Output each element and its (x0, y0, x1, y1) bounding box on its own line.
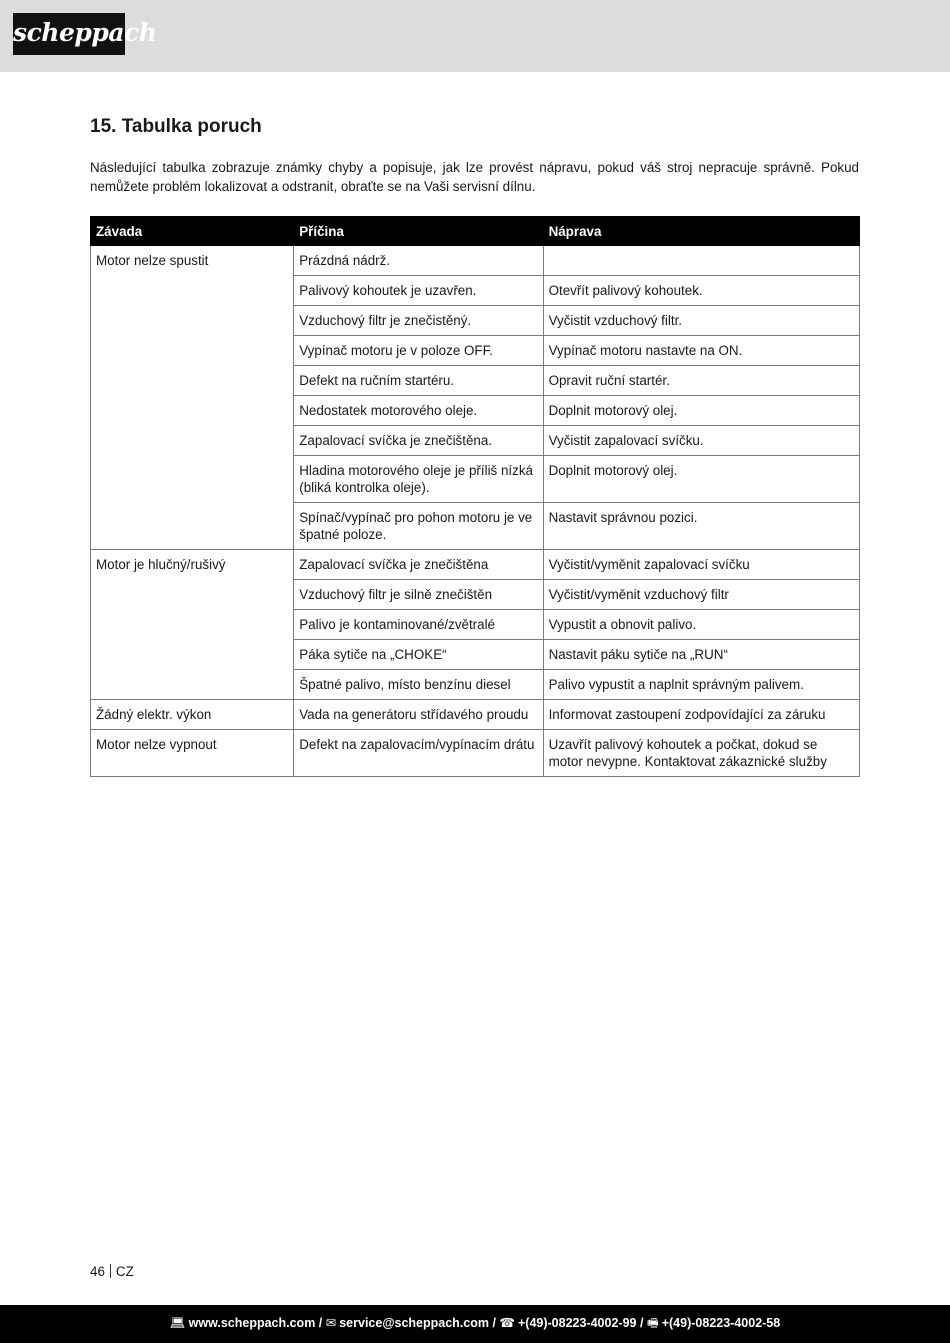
cause-cell: Spínač/vypínač pro pohon motoru je ve špatné poloze. (294, 503, 543, 550)
cause-cell: Nedostatek motorového oleje. (294, 396, 543, 426)
fault-cell: Žádný elektr. výkon (91, 700, 294, 730)
cause-cell: Zapalovací svíčka je znečištěna. (294, 426, 543, 456)
footer-email[interactable]: service@scheppach.com (339, 1316, 489, 1330)
page-number-value: 46 (90, 1264, 105, 1279)
page-number (90, 1264, 134, 1279)
cause-cell: Vzduchový filtr je znečistěný. (294, 306, 543, 336)
table-header-row (91, 217, 860, 246)
cause-cell: Prázdná nádrž. (294, 246, 543, 276)
remedy-cell: Vyčistit zapalovací svíčku. (543, 426, 859, 456)
cause-cell: Vada na generátoru střídavého proudu (294, 700, 543, 730)
remedy-cell: Nastavit páku sytiče na „RUN“ (543, 640, 859, 670)
footer-phone: +(49)-08223-4002-99 (517, 1316, 637, 1330)
cause-cell: Vypínač motoru je v poloze OFF. (294, 336, 543, 366)
remedy-cell: Informovat zastoupení zodpovídající za záruku (543, 700, 859, 730)
mail-icon: ✉︎ (325, 1316, 337, 1330)
remedy-cell: Doplnit motorový olej. (543, 396, 859, 426)
footer-bar: 💻︎ www.scheppach.com / ✉︎ service@scheppach.com / ☎︎ +(49)-08223-4002-99 / 🖷︎ +(49)-08223-4002-58 (0, 1305, 950, 1343)
cause-cell: Palivový kohoutek je uzavřen. (294, 276, 543, 306)
column-header-cause: Příčina (294, 217, 543, 246)
footer-website[interactable]: www.scheppach.com (188, 1316, 316, 1330)
table-row (91, 550, 860, 580)
fax-icon: 🖷︎ (646, 1316, 659, 1330)
cause-cell: Defekt na zapalovacím/vypínacím drátu (294, 730, 543, 777)
remedy-cell: Vyčistit/vyměnit zapalovací svíčku (543, 550, 859, 580)
cause-cell: Hladina motorového oleje je příliš nízká (bliká kontrolka oleje). (294, 456, 543, 503)
column-header-remedy: Náprava (543, 217, 859, 246)
remedy-cell: Otevřít palivový kohoutek. (543, 276, 859, 306)
remedy-cell: Vyčistit vzduchový filtr. (543, 306, 859, 336)
page-title: 15. Tabulka poruch (90, 116, 262, 137)
column-header-fault: Závada (91, 217, 294, 246)
remedy-cell: Vypustit a obnovit palivo. (543, 610, 859, 640)
header-bar (0, 0, 950, 72)
intro-paragraph: Následující tabulka zobrazuje známky chyby a popisuje, jak lze provést nápravu, pokud váš stroj nepracuje správně. Pokud nemůžete problém lokalizovat a odstranit, obraťte se na Vaši servisní dílnu. (90, 160, 859, 194)
table-row (91, 700, 860, 730)
fault-cell: Motor je hlučný/rušivý (91, 550, 294, 700)
troubleshooting-table (90, 216, 860, 777)
remedy-cell (543, 246, 859, 276)
scheppach-logo: scheppach (13, 13, 125, 55)
remedy-cell: Doplnit motorový olej. (543, 456, 859, 503)
remedy-cell: Vyčistit/vyměnit vzduchový filtr (543, 580, 859, 610)
cause-cell: Vzduchový filtr je silně znečištěn (294, 580, 543, 610)
page-number-separator (110, 1264, 111, 1278)
footer-fax: +(49)-08223-4002-58 (661, 1316, 781, 1330)
remedy-cell: Nastavit správnou pozici. (543, 503, 859, 550)
table-row (91, 246, 860, 276)
cause-cell: Defekt na ručním startéru. (294, 366, 543, 396)
remedy-cell: Opravit ruční startér. (543, 366, 859, 396)
cause-cell: Zapalovací svíčka je znečištěna (294, 550, 543, 580)
cause-cell: Páka sytiče na „CHOKE“ (294, 640, 543, 670)
table-row (91, 730, 860, 777)
remedy-cell: Vypínač motoru nastavte na ON. (543, 336, 859, 366)
phone-icon: ☎︎ (499, 1316, 515, 1330)
fault-cell: Motor nelze vypnout (91, 730, 294, 777)
page-language: CZ (115, 1264, 134, 1279)
computer-icon: 💻︎ (169, 1316, 186, 1330)
fault-cell: Motor nelze spustit (91, 246, 294, 550)
remedy-cell: Palivo vypustit a naplnit správným palivem. (543, 670, 859, 700)
remedy-cell: Uzavřít palivový kohoutek a počkat, dokud se motor nevypne. Kontaktovat zákaznické služby (543, 730, 859, 777)
cause-cell: Palivo je kontaminované/zvětralé (294, 610, 543, 640)
cause-cell: Špatné palivo, místo benzínu diesel (294, 670, 543, 700)
